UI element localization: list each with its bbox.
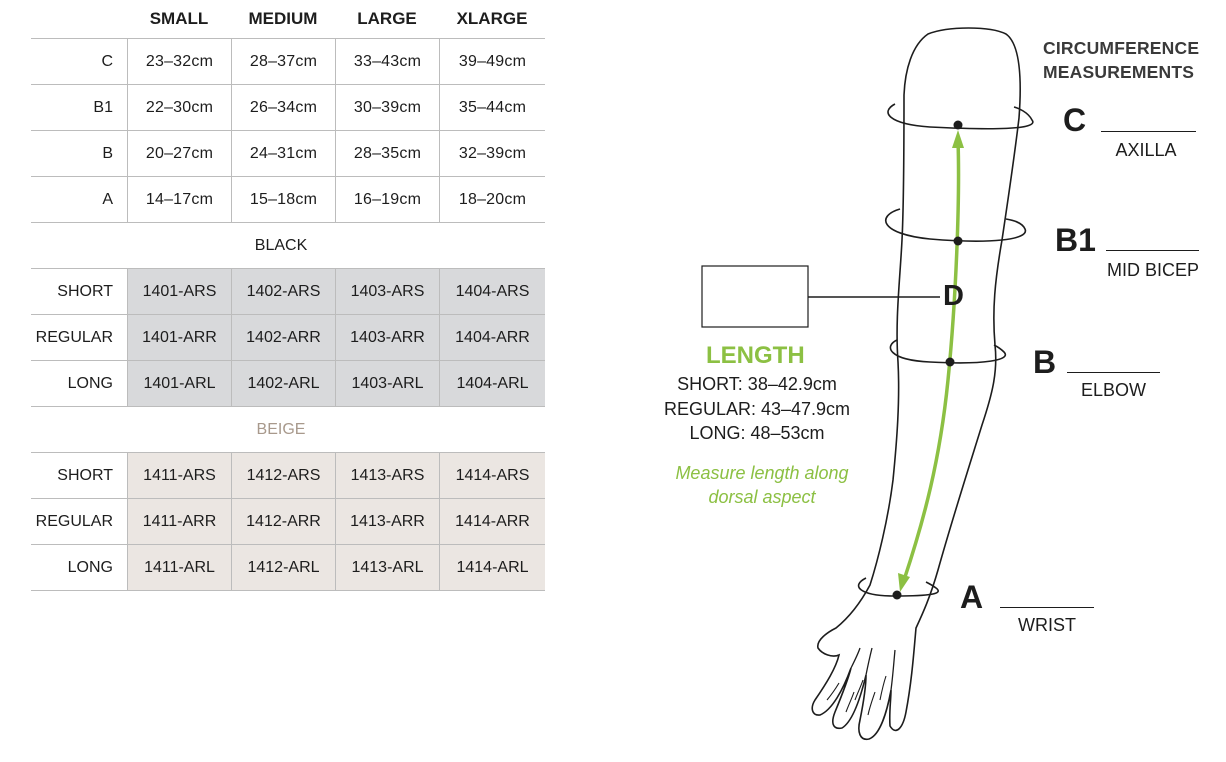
table-cell: 33–43cm <box>335 39 439 84</box>
length-title: LENGTH <box>706 342 805 369</box>
product-code-cell: 1404-ARR <box>439 315 545 360</box>
length-entry-box <box>702 266 808 327</box>
table-cell: 16–19cm <box>335 177 439 222</box>
product-code-cell: 1401-ARR <box>127 315 231 360</box>
row-label: B1 <box>93 98 113 116</box>
table-cell: 35–44cm <box>439 85 545 130</box>
table-cell: 23–32cm <box>127 39 231 84</box>
point-c-label: AXILLA <box>1115 140 1177 160</box>
row-label: REGULAR <box>35 512 113 530</box>
point-b-label: ELBOW <box>1080 380 1146 400</box>
row-label: SHORT <box>57 282 113 300</box>
product-code-cell: 1404-ARS <box>439 269 545 314</box>
point-a-dot <box>893 591 902 600</box>
length-regular: REGULAR: 43–47.9cm <box>663 398 851 419</box>
table-cell: 26–34cm <box>231 85 335 130</box>
length-short: SHORT: 38–42.9cm <box>677 374 837 394</box>
product-code-cell: 1414-ARS <box>439 453 545 498</box>
product-code-cell: 1402-ARR <box>231 315 335 360</box>
table-cell: 20–27cm <box>127 131 231 176</box>
table-cell: 39–49cm <box>439 39 545 84</box>
row-label: A <box>102 190 113 208</box>
product-code-cell: 1411-ARL <box>127 545 231 590</box>
section-title: BEIGE <box>256 420 306 438</box>
length-note <box>652 461 872 509</box>
product-code-cell: 1412-ARL <box>231 545 335 590</box>
table-cell: 32–39cm <box>439 131 545 176</box>
table-cell: 15–18cm <box>231 177 335 222</box>
column-header-xlarge: XLARGE <box>456 9 528 28</box>
table-cell: 18–20cm <box>439 177 545 222</box>
row-label: B <box>102 144 113 162</box>
table-cell: 28–35cm <box>335 131 439 176</box>
point-c-write-line <box>1101 131 1196 132</box>
point-a-label: WRIST <box>1018 615 1076 635</box>
header-line-1: CIRCUMFERENCE <box>1043 38 1200 58</box>
length-note-line-2: dorsal aspect <box>708 487 816 507</box>
product-code-cell: 1402-ARL <box>231 361 335 406</box>
point-b-letter: B <box>1033 344 1057 380</box>
product-code-cell: 1403-ARS <box>335 269 439 314</box>
product-code-cell: 1404-ARL <box>439 361 545 406</box>
point-c-dot <box>954 121 963 130</box>
point-b1-label: MID BICEP <box>1106 260 1199 280</box>
table-cell: 28–37cm <box>231 39 335 84</box>
point-a-letter: A <box>960 579 984 615</box>
point-b1-dot <box>954 237 963 246</box>
circumference-header <box>1043 36 1199 84</box>
product-code-cell: 1401-ARS <box>127 269 231 314</box>
row-label: LONG <box>67 374 113 392</box>
point-b1-letter: B1 <box>1055 222 1096 258</box>
point-a-write-line <box>1000 607 1094 608</box>
product-code-cell: 1411-ARS <box>127 453 231 498</box>
product-code-cell: 1402-ARS <box>231 269 335 314</box>
section-title: BLACK <box>254 236 308 254</box>
product-code-cell: 1412-ARR <box>231 499 335 544</box>
row-label: C <box>101 52 113 70</box>
product-code-cell: 1403-ARL <box>335 361 439 406</box>
column-header-large: LARGE <box>357 9 417 28</box>
table-cell: 22–30cm <box>127 85 231 130</box>
product-code-cell: 1411-ARR <box>127 499 231 544</box>
table-cell: 30–39cm <box>335 85 439 130</box>
product-code-cell: 1413-ARR <box>335 499 439 544</box>
length-ranges <box>652 372 862 446</box>
table-cell: 14–17cm <box>127 177 231 222</box>
column-header-medium: MEDIUM <box>248 9 318 28</box>
point-b1-write-line <box>1106 250 1199 251</box>
row-label: REGULAR <box>35 328 113 346</box>
point-b-write-line <box>1067 372 1160 373</box>
row-label: LONG <box>67 558 113 576</box>
column-header-small: SMALL <box>149 9 209 28</box>
product-code-cell: 1401-ARL <box>127 361 231 406</box>
length-note-line-1: Measure length along <box>675 463 849 483</box>
point-d-letter: D <box>943 280 964 312</box>
length-long: LONG: 48–53cm <box>689 423 825 443</box>
point-c-letter: C <box>1063 102 1087 138</box>
product-code-cell: 1403-ARR <box>335 315 439 360</box>
product-code-cell: 1413-ARL <box>335 545 439 590</box>
table-cell: 24–31cm <box>231 131 335 176</box>
product-code-cell: 1414-ARL <box>439 545 545 590</box>
point-b-dot <box>946 358 955 367</box>
product-code-cell: 1412-ARS <box>231 453 335 498</box>
product-code-cell: 1413-ARS <box>335 453 439 498</box>
product-code-cell: 1414-ARR <box>439 499 545 544</box>
header-line-2: MEASUREMENTS <box>1043 62 1195 82</box>
row-label: SHORT <box>57 466 113 484</box>
